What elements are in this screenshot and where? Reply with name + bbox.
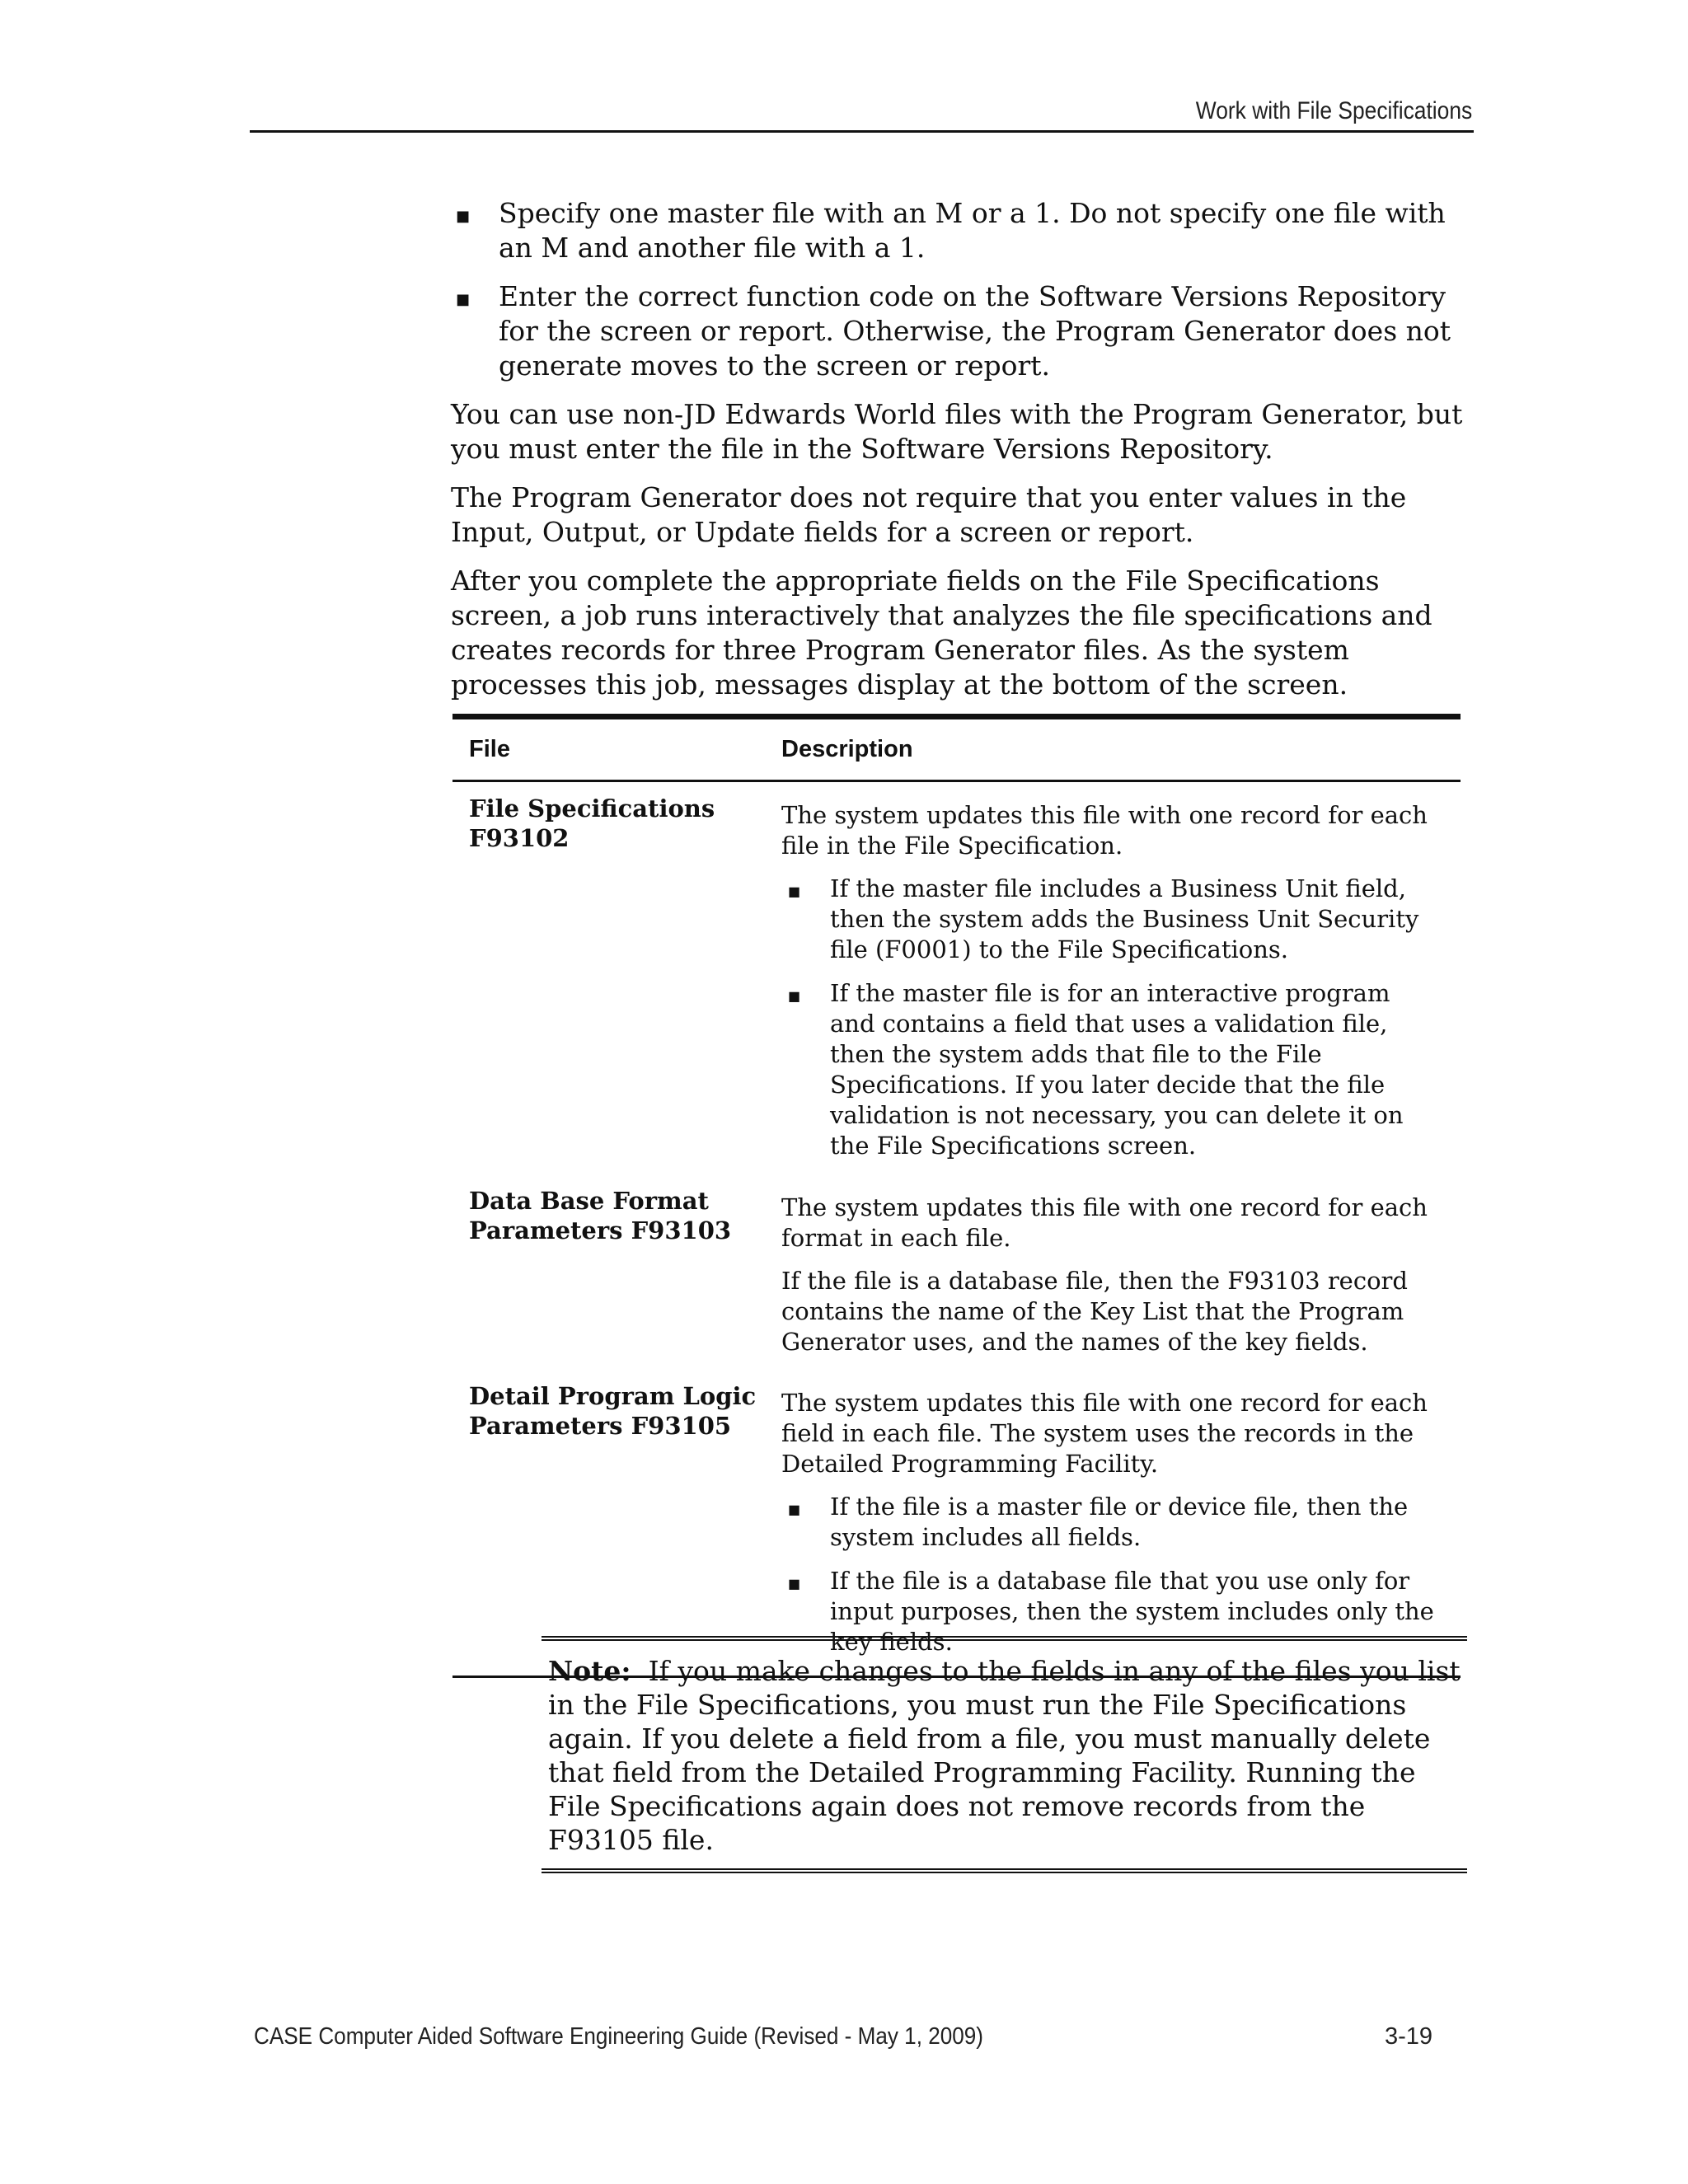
square-bullet-icon: ■ (456, 291, 471, 308)
description-paragraph: The system updates this file with one record for each file in the File Specification. (781, 801, 1428, 860)
column-header-file: File (469, 736, 510, 762)
square-bullet-icon: ■ (788, 1576, 801, 1591)
note-box (542, 1636, 1467, 1873)
list-item: ■ If the master file includes a Business Unit field, then the system adds the Business Unit Security file (F0001) to the File Specifications. (788, 874, 1419, 963)
file-name-cell: File Specifications F93102 (469, 794, 715, 852)
table-row (452, 782, 1461, 1174)
file-name-cell: Data Base Format Parameters F93103 (469, 1187, 732, 1244)
column-header-description: Description (781, 736, 913, 762)
table-row (452, 1370, 1461, 1675)
note-label: Note: (548, 1655, 631, 1687)
paragraph: After you complete the appropriate fields on the File Specifications screen, a job runs interactively that analyzes the file specifications and creates records for three Program Generator files. As the system processes this job, messages display at the bottom of the screen. (451, 565, 1432, 701)
list-item: ■ If the master file is for an interactive program and contains a field that uses a validation file, then the system adds that file to the File Specifications. If you later decide that the file validation is not necessary, you can delete it on the File Specifications screen. (788, 979, 1404, 1160)
square-bullet-icon: ■ (456, 208, 471, 225)
running-header-title: Work with File Specifications (1195, 97, 1472, 124)
table-row (452, 1174, 1461, 1370)
file-name-cell: Detail Program Logic Parameters F93105 (469, 1382, 757, 1440)
square-bullet-icon: ■ (788, 988, 801, 1004)
note-text: If you make changes to the fields in any of the files you list in the File Specifications, you must run the File Specifications again. If you delete a field from a file, you must manually delete that field from the Detailed Programming Facility. Running the File Specifications again does not remove records from the F93105 file. (548, 1655, 1461, 1856)
paragraph: You can use non-JD Edwards World files with the Program Generator, but you must enter the file in the Software Versions Repository. (451, 398, 1463, 465)
list-item: ■ Enter the correct function code on the Software Versions Repository for the screen or report. Otherwise, the Program Generator does not generate moves to the screen or report. (456, 280, 1451, 382)
description-paragraph: The system updates this file with one record for each format in each file. (781, 1193, 1428, 1252)
page-number: 3-19 (1384, 2023, 1432, 2050)
footer-document-title: CASE Computer Aided Software Engineering Guide (Revised - May 1, 2009) (254, 2023, 983, 2050)
list-item: ■ If the file is a master file or device file, then the system includes all fields. (788, 1493, 1409, 1551)
description-cell (781, 1381, 1461, 1671)
description-cell (781, 794, 1461, 1174)
list-item: ■ If the file is a database file that you use only for input purposes, then the system includes only the key fields. (788, 1567, 1434, 1656)
paragraph: The Program Generator does not require that you enter values in the Input, Output, or Update fields for a screen or report. (451, 481, 1407, 548)
description-cell (781, 1186, 1461, 1370)
description-paragraph: If the file is a database file, then the F93103 record contains the name of the Key List that the Program Generator uses, and the names of the key fields. (781, 1267, 1408, 1356)
square-bullet-icon: ■ (788, 883, 801, 899)
body-text (451, 196, 1481, 716)
file-description-table (452, 714, 1461, 1678)
list-item: ■ Specify one master file with an M or a 1. Do not specify one file with an M and another file with a 1. (456, 197, 1446, 264)
square-bullet-icon: ■ (788, 1502, 801, 1517)
header-rule (250, 130, 1474, 133)
table-header-row (452, 719, 1461, 782)
description-bullets (781, 1492, 1441, 1657)
description-paragraph: The system updates this file with one record for each field in each file. The system uses the records in the Detailed Programming Facility. (781, 1389, 1428, 1478)
bullet-list (451, 196, 1481, 383)
description-bullets (781, 874, 1441, 1161)
